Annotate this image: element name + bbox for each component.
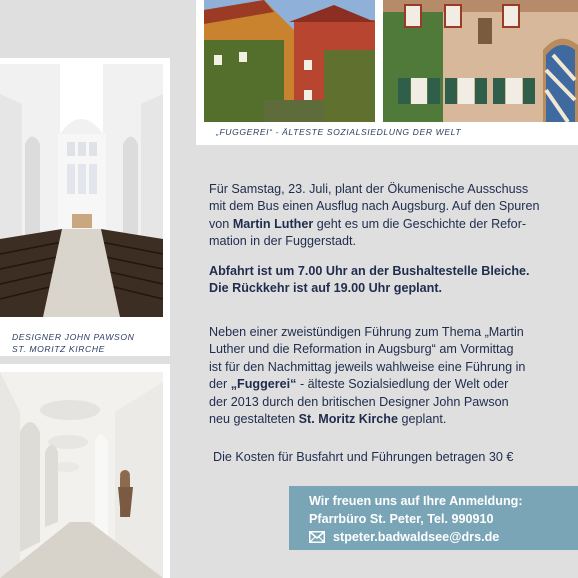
fuggerei-house-photo	[383, 0, 578, 122]
program-line-1: Neben einer zweistündigen Führung zum Thema „Martin	[209, 325, 524, 339]
st-moritz-nave-photo	[0, 64, 163, 317]
parish-office-phone: Pfarrbüro St. Peter, Tel. 990910	[309, 512, 494, 526]
registration-contact-box	[289, 486, 578, 550]
envelope-icon	[309, 531, 325, 547]
st-moritz-aisle-photo	[0, 372, 163, 578]
departure-line-1: Abfahrt ist um 7.00 Uhr an der Bushaltestelle Bleiche.	[209, 264, 530, 278]
intro-line-3: von Martin Luther geht es um die Geschichte der Refor-	[209, 216, 527, 231]
martin-luther-highlight: Martin Luther	[232, 216, 314, 231]
program-line-6: neu gestalteten St. Moritz Kirche geplant.	[209, 412, 447, 427]
departure-paragraph	[209, 263, 569, 298]
fuggerei-caption: „FUGGEREI“ - ÄLTESTE SOZIALSIEDLUNG DER WELT	[216, 127, 462, 137]
program-line-4: der „Fuggerei“ - älteste Sozialsiedlung der Welt oder	[209, 377, 509, 392]
email-address-link[interactable]: stpeter.badwaldsee@drs.de	[333, 530, 500, 544]
fuggerei-street-photo	[204, 0, 375, 122]
program-line-2: Luther und die Reformation in Augsburg“ am Vormittag	[209, 342, 514, 357]
program-line-5: der 2013 durch den britischen Designer John Pawson	[209, 394, 509, 409]
church-caption-line-1: DESIGNER JOHN PAWSON	[12, 332, 135, 342]
intro-line-4: mation in der Fuggerstadt.	[209, 234, 357, 249]
registration-invite: Wir freuen uns auf Ihre Anmeldung:	[309, 494, 523, 508]
email-line[interactable]	[309, 529, 499, 547]
st-moritz-highlight: St. Moritz Kirche	[298, 412, 399, 427]
costs-line: Die Kosten für Busfahrt und Führungen betragen 30 €	[213, 450, 514, 464]
intro-line-1: Für Samstag, 23. Juli, plant der Ökumenische Ausschuss	[209, 182, 529, 196]
church-caption	[12, 331, 162, 355]
fuggerei-highlight: „Fuggerei“	[230, 377, 297, 392]
intro-line-2: mit dem Bus einen Ausflug nach Augsburg. Auf den Spuren	[209, 199, 540, 214]
departure-line-2: Die Rückkehr ist auf 19.00 Uhr geplant.	[209, 281, 443, 296]
church-caption-line-2: ST. MORITZ KIRCHE	[12, 344, 105, 354]
intro-paragraph	[209, 181, 569, 251]
program-line-3: ist für den Nachmittag jeweils wahlweise eine Führung in	[209, 359, 526, 374]
program-paragraph	[209, 324, 569, 428]
